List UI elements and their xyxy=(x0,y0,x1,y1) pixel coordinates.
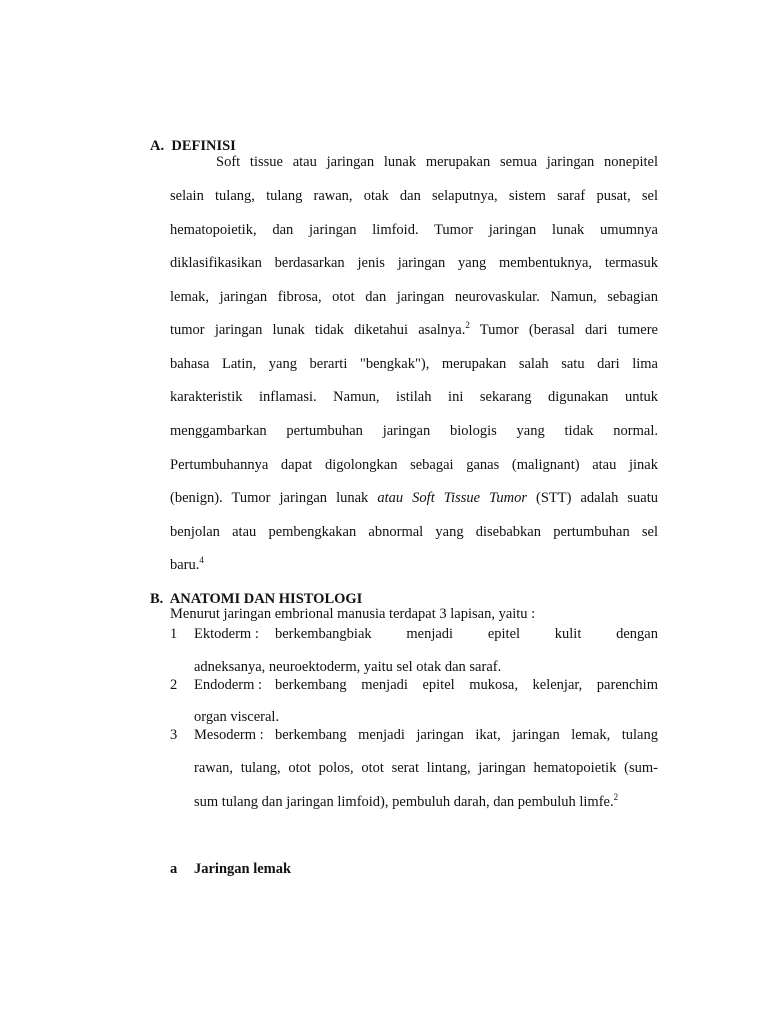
paragraph-line: Soft tissue atau jaringan lunak merupakan semua jaringan nonepitel xyxy=(216,154,658,170)
section-a-heading xyxy=(150,138,236,155)
list-item-term: Mesoderm : xyxy=(194,727,264,743)
paragraph-line: karakteristik inflamasi. Namun, istilah ini sekarang digunakan untuk xyxy=(170,389,658,405)
subsection-a-title: Jaringan lemak xyxy=(194,861,292,877)
list-item-number: 1 xyxy=(170,626,178,642)
paragraph-line: selain tulang, tulang rawan, otak dan selaputnya, sistem saraf pusat, sel xyxy=(170,188,658,204)
list-item-number: 3 xyxy=(170,727,178,743)
list-item-term: Ektoderm : xyxy=(194,626,259,642)
section-b-intro: Menurut jaringan embrional manusia terdapat 3 lapisan, yaitu : xyxy=(170,606,536,622)
footnote-ref: 2 xyxy=(465,320,470,330)
paragraph-line: menggambarkan pertumbuhan jaringan biologis yang tidak normal. xyxy=(170,423,658,439)
subsection-a-marker: a xyxy=(170,861,178,877)
list-item-text: berkembang menjadi epitel mukosa, kelenjar, parenchim xyxy=(275,677,658,693)
paragraph-line: tumor jaringan lunak tidak diketahui asalnya.$^2$ Tumor (berasal dari tumere xyxy=(170,320,658,338)
list-item-continuation: sum tulang dan jaringan limfoid), pembuluh darah, dan pembuluh limfe.$^2$ xyxy=(194,792,619,810)
paragraph-line: diklasifikasikan berdasarkan jenis jaringan yang membentuknya, termasuk xyxy=(170,255,658,271)
list-item-number: 2 xyxy=(170,677,178,693)
footnote-ref: 2 xyxy=(613,792,619,802)
paragraph-line: hematopoietik, dan jaringan limfoid. Tumor jaringan lunak umumnya xyxy=(170,222,658,238)
paragraph-line: lemak, jaringan fibrosa, otot dan jaringan neurovaskular. Namun, sebagian xyxy=(170,289,658,305)
list-item-text: berkembangbiak menjadi epitel kulit dengan xyxy=(275,626,658,642)
paragraph-line: Pertumbuhannya dapat digolongkan sebagai ganas (malignant) atau jinak xyxy=(170,457,658,473)
list-item-continuation: adneksanya, neuroektoderm, yaitu sel otak dan saraf. xyxy=(194,659,502,675)
paragraph-line: baru.$^4$ xyxy=(170,555,204,573)
list-item-term: Endoderm : xyxy=(194,677,263,693)
section-b-marker: B. xyxy=(150,591,164,607)
list-item-continuation: rawan, tulang, otot polos, otot serat lintang, jaringan hematopoietik (sum- xyxy=(194,760,658,776)
list-item-text: berkembang menjadi jaringan ikat, jaringan lemak, tulang xyxy=(275,727,658,743)
paragraph-line: benjolan atau pembengkakan abnormal yang disebabkan pertumbuhan sel xyxy=(170,524,658,540)
section-a-marker: A. xyxy=(150,138,165,154)
section-b-title: ANATOMI DAN HISTOLOGI xyxy=(169,591,363,607)
footnote-ref: 4 xyxy=(199,555,204,565)
list-item-continuation: organ visceral. xyxy=(194,709,280,725)
paragraph-line: bahasa Latin, yang berarti "bengkak"), merupakan salah satu dari lima xyxy=(170,356,658,372)
paragraph-line: (benign). Tumor jaringan lunak atau Soft Tissue Tumor (STT) adalah suatu xyxy=(170,490,658,506)
section-a-title: DEFINISI xyxy=(171,138,236,154)
italic-term: atau Soft Tissue Tumor xyxy=(377,490,527,506)
